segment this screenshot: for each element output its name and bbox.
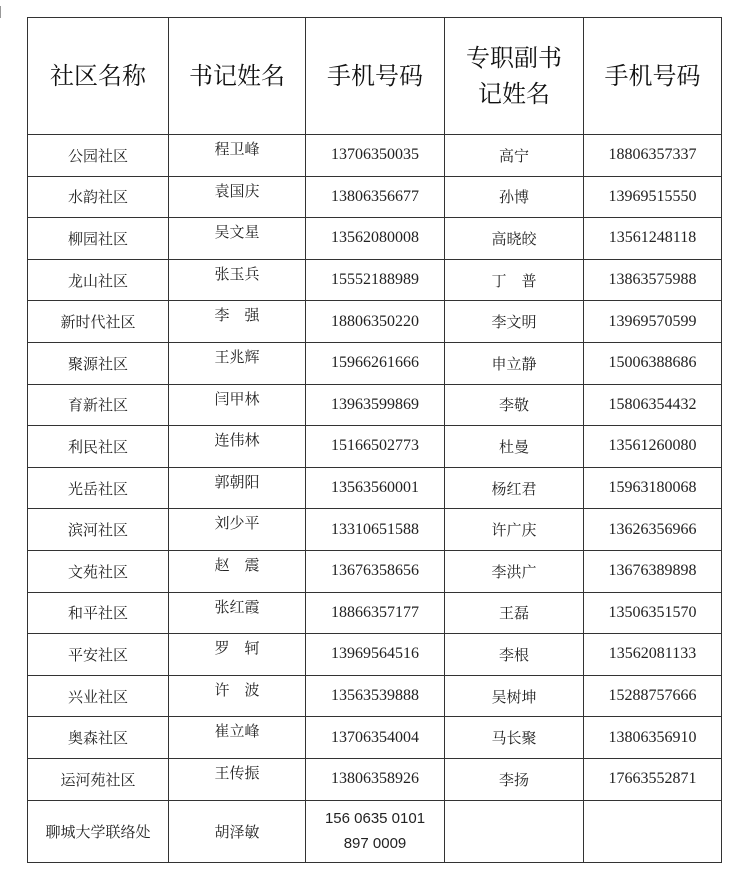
secretary-name-cell: 吴文星 <box>169 218 306 260</box>
community-name-cell: 运河苑社区 <box>28 758 169 800</box>
deputy-phone-cell: 18806357337 <box>584 135 722 177</box>
deputy-phone-cell: 13676389898 <box>584 550 722 592</box>
secretary-phone-cell: 15166502773 <box>306 426 445 468</box>
deputy-phone-cell <box>584 800 722 862</box>
header-deputy-line1: 专职副书 <box>466 44 562 72</box>
table-header-row <box>28 18 722 135</box>
secretary-name-cell: 李 强 <box>169 301 306 343</box>
deputy-phone-cell: 13561260080 <box>584 426 722 468</box>
table-row <box>28 550 722 592</box>
deputy-phone-cell: 13626356966 <box>584 509 722 551</box>
header-deputy-secretary-name <box>445 18 584 135</box>
secretary-name-cell: 程卫峰 <box>169 135 306 177</box>
deputy-name-cell: 王磊 <box>445 592 584 634</box>
table-row <box>28 301 722 343</box>
table-row-liaison-office <box>28 800 722 862</box>
table-row <box>28 675 722 717</box>
phone-line-2: 897 0009 <box>343 835 407 852</box>
deputy-phone-cell: 13969570599 <box>584 301 722 343</box>
secretary-phone-cell: 13563560001 <box>306 467 445 509</box>
community-name-cell: 聊城大学联络处 <box>28 800 169 862</box>
secretary-name-cell: 王传振 <box>169 758 306 800</box>
secretary-name-cell: 张红霞 <box>169 592 306 634</box>
table-row <box>28 259 722 301</box>
community-name-cell: 柳园社区 <box>28 218 169 260</box>
secretary-name-cell: 胡泽敏 <box>169 800 306 862</box>
header-deputy-phone: 手机号码 <box>584 18 722 135</box>
deputy-name-cell: 孙博 <box>445 176 584 218</box>
secretary-name-cell: 赵 震 <box>169 550 306 592</box>
deputy-name-cell: 高宁 <box>445 135 584 177</box>
secretary-phone-cell: 13706354004 <box>306 717 445 759</box>
secretary-name-cell: 刘少平 <box>169 509 306 551</box>
community-name-cell: 利民社区 <box>28 426 169 468</box>
table-row <box>28 135 722 177</box>
community-name-cell: 文苑社区 <box>28 550 169 592</box>
community-name-cell: 新时代社区 <box>28 301 169 343</box>
secretary-name-cell: 闫甲林 <box>169 384 306 426</box>
community-name-cell: 滨河社区 <box>28 509 169 551</box>
secretary-phone-cell: 13563539888 <box>306 675 445 717</box>
deputy-phone-cell: 15806354432 <box>584 384 722 426</box>
table-row <box>28 592 722 634</box>
table-row <box>28 384 722 426</box>
table-row <box>28 717 722 759</box>
header-community-name: 社区名称 <box>28 18 169 135</box>
deputy-phone-cell: 15288757666 <box>584 675 722 717</box>
community-name-cell: 龙山社区 <box>28 259 169 301</box>
table-row <box>28 176 722 218</box>
secretary-phone-cell: 18806350220 <box>306 301 445 343</box>
secretary-name-cell: 郭朝阳 <box>169 467 306 509</box>
secretary-phone-cell: 15966261666 <box>306 342 445 384</box>
table-row <box>28 342 722 384</box>
secretary-phone-cell: 13969564516 <box>306 634 445 676</box>
community-name-cell: 平安社区 <box>28 634 169 676</box>
deputy-name-cell: 李文明 <box>445 301 584 343</box>
secretary-phone-cell: 13806358926 <box>306 758 445 800</box>
community-name-cell: 公园社区 <box>28 135 169 177</box>
secretary-name-cell: 张玉兵 <box>169 259 306 301</box>
community-name-cell: 和平社区 <box>28 592 169 634</box>
deputy-name-cell: 李根 <box>445 634 584 676</box>
secretary-phone-cell: 13806356677 <box>306 176 445 218</box>
deputy-phone-cell: 17663552871 <box>584 758 722 800</box>
table-row <box>28 509 722 551</box>
deputy-phone-cell: 15006388686 <box>584 342 722 384</box>
deputy-name-cell: 许广庆 <box>445 509 584 551</box>
community-name-cell: 聚源社区 <box>28 342 169 384</box>
community-name-cell: 奥森社区 <box>28 717 169 759</box>
secretary-name-cell: 袁国庆 <box>169 176 306 218</box>
page-corner-mark <box>0 6 3 18</box>
deputy-name-cell: 吴树坤 <box>445 675 584 717</box>
deputy-name-cell: 马长聚 <box>445 717 584 759</box>
table-body <box>28 135 722 863</box>
deputy-phone-cell: 13969515550 <box>584 176 722 218</box>
secretary-name-cell: 许 波 <box>169 675 306 717</box>
secretary-name-cell: 崔立峰 <box>169 717 306 759</box>
secretary-name-cell: 王兆辉 <box>169 342 306 384</box>
secretary-name-cell: 连伟林 <box>169 426 306 468</box>
header-secretary-phone: 手机号码 <box>306 18 445 135</box>
deputy-name-cell <box>445 800 584 862</box>
table-row <box>28 426 722 468</box>
deputy-name-cell: 丁 普 <box>445 259 584 301</box>
deputy-name-cell: 杨红君 <box>445 467 584 509</box>
table-row <box>28 758 722 800</box>
secretary-phone-cell: 13706350035 <box>306 135 445 177</box>
deputy-phone-cell: 13863575988 <box>584 259 722 301</box>
table-row <box>28 467 722 509</box>
secretary-phone-cell: 13310651588 <box>306 509 445 551</box>
secretary-phone-cell: 15552188989 <box>306 259 445 301</box>
contact-table-container <box>27 17 722 863</box>
deputy-name-cell: 杜曼 <box>445 426 584 468</box>
deputy-name-cell: 李洪广 <box>445 550 584 592</box>
header-deputy-line2: 记姓名 <box>478 80 550 108</box>
header-secretary-name: 书记姓名 <box>169 18 306 135</box>
secretary-phone-cell <box>306 800 445 862</box>
secretary-phone-cell: 13562080008 <box>306 218 445 260</box>
community-name-cell: 光岳社区 <box>28 467 169 509</box>
table-row <box>28 634 722 676</box>
secretary-phone-cell: 13676358656 <box>306 550 445 592</box>
secretary-name-cell: 罗 轲 <box>169 634 306 676</box>
deputy-name-cell: 申立静 <box>445 342 584 384</box>
community-name-cell: 兴业社区 <box>28 675 169 717</box>
secretary-phone-cell: 18866357177 <box>306 592 445 634</box>
deputy-phone-cell: 13806356910 <box>584 717 722 759</box>
deputy-name-cell: 李扬 <box>445 758 584 800</box>
deputy-phone-cell: 13561248118 <box>584 218 722 260</box>
community-contact-table <box>27 17 722 863</box>
deputy-phone-cell: 13562081133 <box>584 634 722 676</box>
community-name-cell: 水韵社区 <box>28 176 169 218</box>
phone-line-1: 156 0635 0101 <box>324 810 426 827</box>
secretary-phone-cell: 13963599869 <box>306 384 445 426</box>
deputy-name-cell: 高晓皎 <box>445 218 584 260</box>
community-name-cell: 育新社区 <box>28 384 169 426</box>
table-row <box>28 218 722 260</box>
deputy-name-cell: 李敬 <box>445 384 584 426</box>
deputy-phone-cell: 13506351570 <box>584 592 722 634</box>
deputy-phone-cell: 15963180068 <box>584 467 722 509</box>
